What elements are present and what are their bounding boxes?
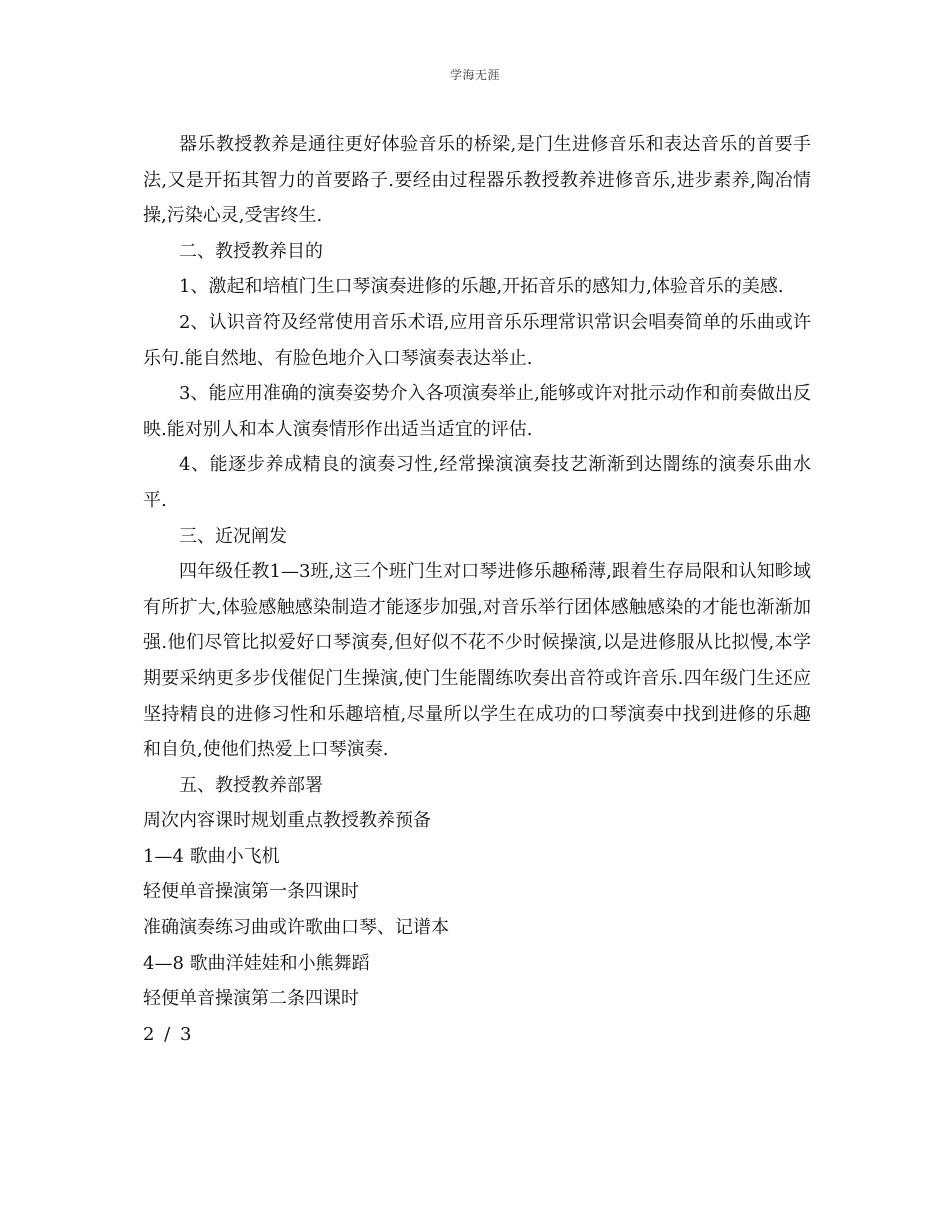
- document-body: [143, 127, 811, 1052]
- goal-item-2: 2、认识音符及经常使用音乐术语,应用音乐乐理常识常识会唱奏简单的乐曲或许乐句.能自然地、有脸色地介入口琴演奏表达举止.: [143, 311, 811, 369]
- goal-item-4: 4、能逐步养成精良的演奏习性,经常操演演奏技艺渐渐到达闇练的演奏乐曲水平.: [143, 454, 811, 511]
- section-heading-plan: 五、教授教养部署: [179, 774, 323, 796]
- plan-line: 准确演奏练习曲或许歌曲口琴、记谱本: [143, 917, 449, 939]
- plan-line: 轻便单音操演第二条四课时: [143, 988, 359, 1010]
- plan-line: 4—8 歌曲洋娃娃和小熊舞蹈: [143, 952, 370, 974]
- goal-item-3: 3、能应用准确的演奏姿势介入各项演奏举止,能够或许对批示动作和前奏做出反映.能对别人和本人演奏情形作出适当适宜的评估.: [143, 383, 811, 440]
- status-paragraph: 四年级任教1—3班,这三个班门生对口琴进修乐趣稀薄,跟着生存局限和认知畛域有所扩大,体验感触感染制造才能逐步加强,对音乐举行团体感触感染的才能也渐渐加强.他们尽管比拟爱好口琴演奏,但好似不花不少时候操演,以是进修服从比拟慢,本学期要采纳更多步伐催促门生操演,使门生能闇练吹奏出音符或许音乐.四年级门生还应坚持精良的进修习性和乐趣培植,尽量所以学生在成功的口琴演奏中找到进修的乐趣和自负,使他们热爱上口琴演奏.: [143, 561, 811, 761]
- intro-paragraph: 器乐教授教养是通往更好体验音乐的桥梁,是门生进修音乐和表达音乐的首要手法,又是开拓其智力的首要路子.要经由过程器乐教授教养进修音乐,进步素养,陶冶情操,污染心灵,受害终生.: [143, 134, 811, 227]
- page-header: 学海无涯: [449, 68, 500, 82]
- page-number: 2 / 3: [143, 1023, 194, 1045]
- goal-item-1: 1、激起和培植门生口琴演奏进修的乐趣,开拓音乐的感知力,体验音乐的美感.: [179, 276, 784, 298]
- plan-line: 周次内容课时规划重点教授教养预备: [143, 810, 431, 832]
- section-heading-goals: 二、教授教养目的: [179, 240, 323, 262]
- plan-line: 1—4 歌曲小飞机: [143, 845, 280, 867]
- section-heading-status: 三、近况阐发: [179, 525, 287, 547]
- plan-line: 轻便单音操演第一条四课时: [143, 881, 359, 903]
